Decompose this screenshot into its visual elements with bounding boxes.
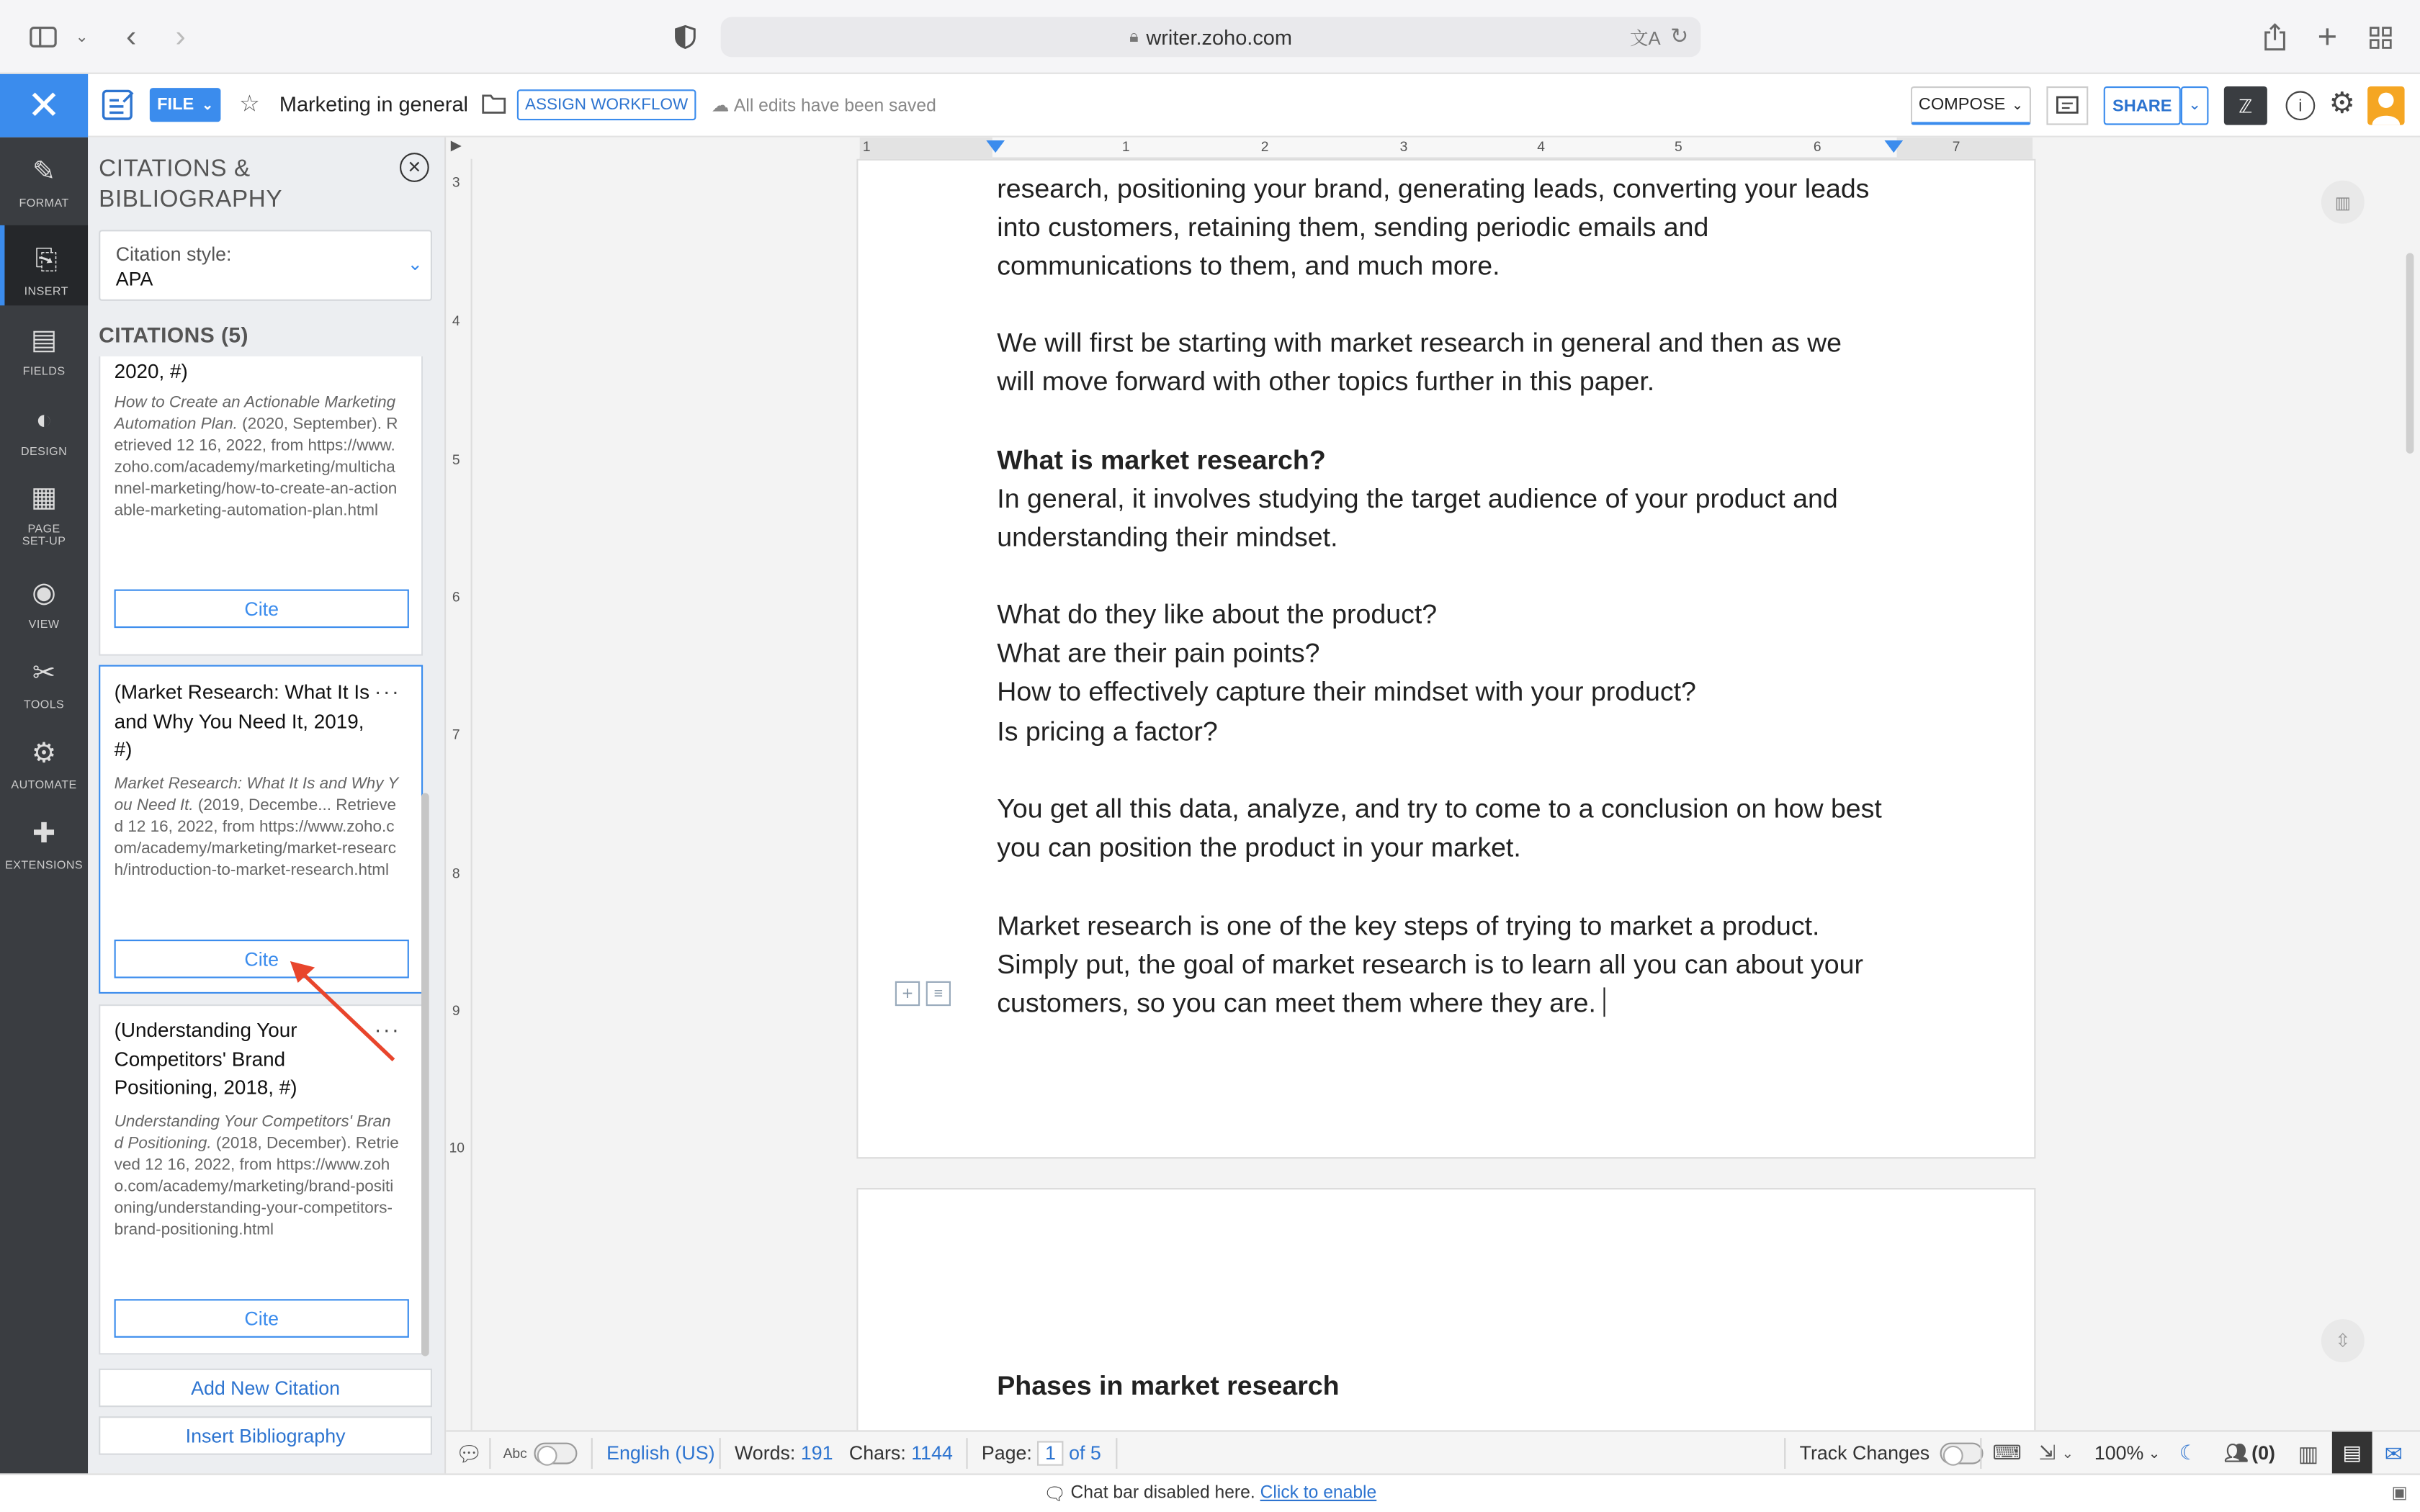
paragraph-line-with-cursor [997, 987, 1605, 1020]
citation-description [115, 773, 400, 881]
browser-toolbar [0, 0, 2420, 74]
ruler-tick: 4 [1537, 138, 1546, 155]
comment-review-icon[interactable] [2046, 86, 2088, 125]
more-options-icon[interactable]: ··· [374, 678, 401, 704]
share-icon[interactable] [2257, 19, 2293, 55]
toolbar-format[interactable] [0, 138, 88, 217]
chars-value: 1144 [911, 1442, 953, 1464]
chat-disabled-text: Chat bar disabled here. [1070, 1484, 1255, 1503]
paragraph-line: Market research is one of the key steps of trying to market a product. [997, 910, 1820, 942]
translate-icon[interactable]: 文A [1629, 27, 1661, 50]
insert-block-icon[interactable]: + [895, 981, 920, 1006]
paragraph-line: In general, it involves studying the target audience of your product and [997, 482, 1838, 514]
citations-header [99, 323, 248, 347]
citation-description [115, 1111, 400, 1241]
chat-settings-icon[interactable]: ▣ [2391, 1484, 2408, 1503]
ruler-tick: 6 [1813, 138, 1821, 155]
panel-scrollbar[interactable] [421, 793, 429, 1356]
ruler-tick: 5 [452, 451, 460, 468]
document-icon[interactable] [102, 88, 135, 130]
track-changes-toggle[interactable] [1800, 1432, 1984, 1475]
scroll-navigation-icon[interactable]: ⇳ [2321, 1319, 2365, 1362]
ruler-tick: 9 [452, 1002, 460, 1019]
pen-icon: ✎ [32, 156, 56, 187]
fields-icon: ▤ [30, 324, 58, 355]
paragraph-line: research, positioning your brand, generating leads, converting your leads [997, 173, 1870, 204]
left-toolbar [0, 138, 88, 1474]
tools-icon: ✂︎ [32, 657, 56, 688]
palette-icon: ◐ [35, 404, 53, 436]
zia-icon[interactable]: ℤ [2224, 86, 2267, 125]
grid-icon[interactable] [2362, 19, 2398, 55]
citation-source-title: How to Create an Actionable Marketing Automation Plan. [114, 393, 396, 434]
ruler-tick: 3 [1399, 138, 1408, 155]
citations-count: (5) [220, 322, 248, 348]
document-page[interactable] [856, 159, 2035, 1159]
document-scrollbar[interactable] [2406, 253, 2414, 454]
info-icon[interactable]: i [2286, 91, 2316, 120]
share-button[interactable]: SHARE [2104, 86, 2181, 125]
paragraph-line: into customers, retaining them, sending periodic emails and [997, 211, 1709, 243]
toolbar-tools[interactable] [0, 639, 88, 719]
chars-label: Chars: [848, 1442, 906, 1464]
toolbar-label: FORMAT [19, 196, 69, 210]
night-mode-icon[interactable]: ☾ [2179, 1441, 2197, 1464]
comment-icon[interactable]: 💬︎ [455, 1440, 483, 1465]
paragraph-line: Is pricing a factor? [997, 716, 1218, 747]
toolbar-label: EXTENSIONS [5, 858, 84, 872]
language-selector[interactable]: English (US) [606, 1442, 715, 1464]
assign-workflow-button[interactable]: ASSIGN WORKFLOW [517, 89, 696, 120]
ruler-tick: 10 [449, 1140, 465, 1156]
citations-panel [88, 138, 446, 1474]
right-indent-marker-icon[interactable] [1884, 140, 1903, 156]
panel-title: CITATIONS & BIBLIOGRAPHY [99, 156, 283, 213]
citation-source-details: (2019, Decembe... Retrieved 12 16, 2022, from https://www.zoho.com/academy/marketing/market-research/introduction-to-market-research.html [114, 796, 397, 880]
reading-view-icon[interactable]: ▤ [2332, 1432, 2372, 1475]
citation-style-value: APA [115, 268, 153, 290]
document-page[interactable] [856, 1188, 2035, 1430]
ruler-tick: 2 [1260, 138, 1269, 155]
share-dropdown-icon[interactable]: ⌄ [2181, 86, 2209, 125]
cite-button[interactable]: Cite [115, 590, 409, 629]
citation-style-label: Citation style: [115, 243, 232, 266]
paragraph-line: will move forward with other topics further in this paper. [997, 365, 1655, 397]
track-changes-switch[interactable] [1940, 1443, 1984, 1464]
toolbar-automate[interactable] [0, 719, 88, 799]
puzzle-icon: ✚ [32, 817, 56, 849]
toolbar-label: FIELDS [22, 364, 66, 378]
close-icon[interactable]: ✕ [400, 153, 429, 182]
citation-title: 2020, #) [114, 359, 188, 383]
citation-source-title: Market Research: What It Is and Why You Need It. [114, 774, 399, 815]
paragraph-line: What are their pain points? [997, 637, 1320, 668]
paragraph-options-icon[interactable]: ≡ [926, 981, 951, 1006]
ruler-tick: 7 [1952, 138, 1960, 155]
ruler-tick: 5 [1675, 138, 1682, 155]
paragraph-line: We will first be starting with market research in general and then as we [997, 327, 1842, 359]
toolbar-label: TOOLS [23, 697, 65, 711]
spellcheck-icon: Abc [503, 1445, 527, 1462]
paragraph-line: How to effectively capture their mindset with your product? [997, 675, 1696, 707]
cite-button[interactable]: Cite [115, 940, 409, 978]
horizontal-ruler[interactable] [860, 138, 2033, 159]
enable-chat-link[interactable]: Click to enable [1260, 1484, 1377, 1503]
ruler-tick: 4 [452, 313, 460, 329]
star-icon[interactable]: ☆ [239, 91, 260, 117]
chevron-down-icon: ⌄ [407, 253, 424, 275]
citation-description [115, 392, 400, 521]
ruler-tick: 3 [452, 174, 460, 190]
toolbar-view[interactable] [0, 559, 88, 639]
cloud-icon: ☁︎ [711, 97, 730, 116]
shield-icon [667, 19, 704, 55]
plus-icon[interactable]: + [2317, 17, 2338, 56]
sidebar-icon[interactable] [24, 19, 61, 55]
chat-bar [0, 1473, 2420, 1512]
mail-icon[interactable]: ✉︎ [2384, 1440, 2403, 1465]
layout-view-icon[interactable]: ▥ [2298, 1440, 2319, 1465]
url-text: writer.zoho.com [1146, 25, 1293, 49]
ruler-tick: 1 [862, 138, 871, 155]
forward-icon[interactable]: › [175, 19, 186, 53]
citations-list[interactable] [88, 356, 446, 1359]
ruler-tick: 1 [1121, 138, 1130, 155]
paragraph-line: you can position the product in your market. [997, 832, 1521, 863]
users-icon: 👥︎ [2223, 1441, 2249, 1464]
folder-icon[interactable] [482, 93, 506, 122]
keyboard-icon[interactable]: ⌨︎ [1992, 1441, 2022, 1464]
paragraph-line: Simply put, the goal of market research is to learn all you can about your [997, 948, 1863, 980]
toolbar-label: DESIGN [20, 444, 68, 459]
status-bar [446, 1430, 2420, 1473]
ruler-toggle-icon[interactable]: ▶ [450, 137, 462, 153]
toolbar-page-setup[interactable] [0, 469, 88, 555]
ruler-tick: 8 [452, 865, 460, 881]
insert-bibliography-button[interactable]: Insert Bibliography [99, 1416, 432, 1455]
back-icon[interactable]: ‹ [125, 19, 137, 53]
compose-button[interactable]: COMPOSE ⌄ [1911, 86, 2031, 125]
compose-label: COMPOSE [1918, 95, 2006, 114]
toolbar-extensions[interactable] [0, 799, 88, 879]
more-options-icon[interactable]: ··· [374, 1017, 401, 1042]
reload-icon[interactable]: ↻ [1670, 23, 1689, 48]
citation-style-select[interactable] [99, 230, 432, 301]
layout-toggle-icon[interactable]: ▥ [2321, 181, 2365, 224]
heading-line: What is market research? [997, 444, 1326, 475]
app-header [0, 74, 2420, 138]
citation-card[interactable] [99, 665, 423, 994]
spellcheck-switch[interactable] [533, 1443, 576, 1464]
save-status [712, 94, 936, 116]
word-count [735, 1432, 953, 1475]
toolbar-design[interactable] [0, 386, 88, 466]
citation-source-title: Understanding Your Competitors' Brand Positioning. [114, 1112, 391, 1153]
save-status-text: All edits have been saved [733, 97, 936, 116]
chat-icon: 🗨︎ [1043, 1485, 1067, 1505]
paragraph-line: communications to them, and much more. [997, 250, 1500, 281]
annotation-arrow [278, 949, 417, 1072]
track-changes-label: Track Changes [1799, 1442, 1930, 1464]
document-title[interactable]: Marketing in general [279, 92, 468, 116]
toolbar-label: AUTOMATE [11, 778, 77, 792]
page-setup-icon: ▦ [30, 481, 58, 513]
ruler-tick: 7 [452, 726, 460, 742]
paragraph-line: What do they like about the product? [997, 598, 1438, 630]
zoom-selector[interactable]: 100% ⌄ [2094, 1442, 2160, 1464]
vertical-ruler[interactable] [446, 159, 472, 1431]
page-total: of 5 [1069, 1442, 1101, 1464]
collaborators-count: (0) [2251, 1442, 2275, 1464]
left-indent-marker-icon[interactable] [986, 140, 1005, 156]
eye-icon: ◉ [32, 577, 56, 608]
automate-icon: ⚙︎ [31, 737, 57, 769]
toolbar-label: PAGE SET-UP [22, 521, 66, 548]
file-menu-button[interactable]: FILE ⌄ [150, 88, 221, 122]
citation-source-details: (2020, September). Retrieved 12 16, 2022, from https://www.zoho.com/academy/marketing/multichannel-marketing/how-to-create-an-actionable-marketing-automation-plan.html [114, 415, 398, 521]
page-fit-icon[interactable]: ⇲ ⌄ [2038, 1441, 2074, 1464]
collaborators[interactable] [2224, 1432, 2275, 1475]
toolbar-fields[interactable] [0, 305, 88, 385]
gear-icon[interactable]: ⚙︎ [2329, 88, 2356, 121]
insert-icon: ⎘ [35, 243, 58, 275]
address-bar[interactable] [721, 17, 1701, 58]
add-new-citation-button[interactable]: Add New Citation [99, 1369, 432, 1408]
citation-card[interactable] [99, 356, 423, 656]
file-label: FILE [157, 95, 194, 114]
citation-source-details: (2018, December). Retrieved 12 16, 2022, from https://www.zoho.com/academy/marketing/brand-positioning/understanding-your-competitors-brand-positioning.html [114, 1134, 399, 1239]
zoom-value: 100% [2094, 1442, 2144, 1464]
toolbar-label: VIEW [28, 617, 60, 631]
cite-button[interactable]: Cite [115, 1299, 409, 1338]
citation-title: (Market Research: What It Is and Why You Need It, 2019, #) [114, 680, 370, 761]
page-indicator [982, 1432, 1101, 1475]
toolbar-insert[interactable] [0, 225, 88, 305]
paragraph-line: customers, so you can meet them where they are. [997, 987, 1596, 1019]
close-icon[interactable]: ✕ [0, 74, 88, 138]
page-label: Page: [981, 1442, 1032, 1464]
citation-title: (Understanding Your Competitors' Brand Positioning, 2018, #) [114, 1018, 297, 1099]
words-value: 191 [800, 1442, 833, 1464]
lock-icon: 🔒︎ [1129, 27, 1139, 46]
spellcheck-toggle[interactable] [503, 1432, 577, 1475]
paragraph-line: You get all this data, analyze, and try to come to a conclusion on how best [997, 793, 1882, 824]
page-number-input[interactable]: 1 [1037, 1441, 1063, 1465]
toolbar-label: INSERT [24, 284, 68, 298]
paragraph-line: understanding their mindset. [997, 521, 1338, 553]
text-cursor [1604, 987, 1605, 1017]
heading-line: Phases in market research [997, 1369, 1340, 1401]
chevron-down-icon[interactable]: ⌄ [75, 28, 89, 46]
ruler-tick: 6 [452, 589, 460, 605]
document-area[interactable] [446, 138, 2420, 1431]
citations-header-label: CITATIONS [99, 322, 215, 348]
avatar[interactable] [2367, 86, 2404, 125]
words-label: Words: [734, 1442, 796, 1464]
